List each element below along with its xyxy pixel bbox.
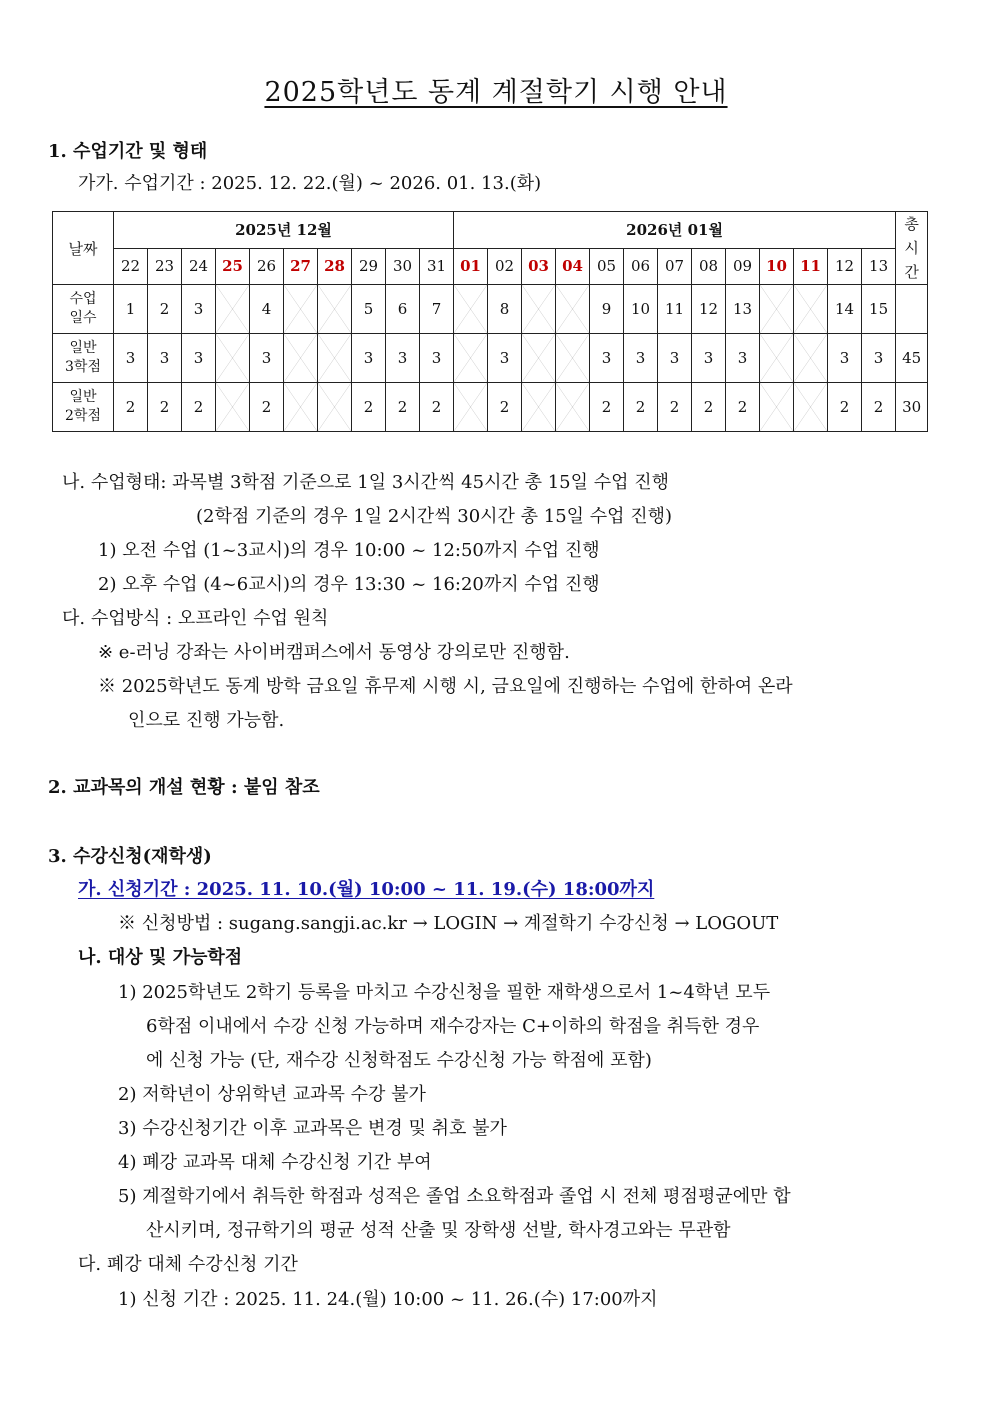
value-cell: 3 bbox=[828, 334, 862, 383]
value-cell: 3 bbox=[726, 334, 760, 383]
month-jan-2026: 2026년 01월 bbox=[454, 212, 896, 249]
value-cell: 3 bbox=[386, 334, 420, 383]
no-class-cell bbox=[794, 285, 828, 334]
day-cell: 27 bbox=[284, 248, 318, 285]
value-cell: 7 bbox=[420, 285, 454, 334]
value-cell: 2 bbox=[386, 383, 420, 432]
table-row bbox=[53, 383, 928, 432]
target-item1-line3: 에 신청 가능 (단, 재수강 신청학점도 수강신청 가능 학점에 포함) bbox=[146, 1050, 652, 1071]
document-title: 2025학년도 동계 계절학기 시행 안내 bbox=[264, 77, 728, 108]
target-item2: 2) 저학년이 상위학년 교과목 수강 불가 bbox=[118, 1084, 426, 1105]
day-cell: 10 bbox=[760, 248, 794, 285]
no-class-cell bbox=[454, 334, 488, 383]
target-item3: 3) 수강신청기간 이후 교과목은 변경 및 취호 불가 bbox=[118, 1118, 507, 1139]
no-class-cell bbox=[794, 334, 828, 383]
elearning-note: ※ e-러닝 강좌는 사이버캠퍼스에서 동영상 강의로만 진행함. bbox=[98, 642, 570, 663]
day-cell: 03 bbox=[522, 248, 556, 285]
no-class-cell bbox=[216, 334, 250, 383]
day-cell: 26 bbox=[250, 248, 284, 285]
class-form: 나. 수업형태: 과목별 3학점 기준으로 1일 3시간씩 45시간 총 15일 수업 진행 bbox=[62, 472, 669, 493]
day-cell: 01 bbox=[454, 248, 488, 285]
total-hours-label: 총 시 간 bbox=[896, 212, 928, 285]
value-cell: 14 bbox=[828, 285, 862, 334]
value-cell: 2 bbox=[420, 383, 454, 432]
no-class-cell bbox=[284, 285, 318, 334]
no-class-cell bbox=[556, 285, 590, 334]
day-cell: 06 bbox=[624, 248, 658, 285]
value-cell: 2 bbox=[352, 383, 386, 432]
day-cell: 23 bbox=[148, 248, 182, 285]
no-class-cell bbox=[522, 285, 556, 334]
value-cell: 12 bbox=[692, 285, 726, 334]
value-cell: 8 bbox=[488, 285, 522, 334]
day-cell: 12 bbox=[828, 248, 862, 285]
replacement-period: 1) 신청 기간 : 2025. 11. 24.(월) 10:00 ~ 11. 26.(수) 17:00까지 bbox=[118, 1289, 658, 1310]
value-cell: 3 bbox=[488, 334, 522, 383]
day-cell: 30 bbox=[386, 248, 420, 285]
target-item1-line2: 6학점 이내에서 수강 신청 가능하며 재수강자는 C+이하의 학점을 취득한 경우 bbox=[146, 1016, 760, 1037]
day-cell: 24 bbox=[182, 248, 216, 285]
day-cell: 09 bbox=[726, 248, 760, 285]
value-cell: 2 bbox=[624, 383, 658, 432]
value-cell: 2 bbox=[182, 383, 216, 432]
no-class-cell bbox=[794, 383, 828, 432]
no-class-cell bbox=[556, 334, 590, 383]
schedule-table bbox=[52, 211, 928, 432]
class-period: 가가. 수업기간 : 2025. 12. 22.(월) ~ 2026. 01. 13.(화) bbox=[78, 173, 542, 194]
day-cell: 11 bbox=[794, 248, 828, 285]
no-class-cell bbox=[284, 334, 318, 383]
total-cell: 30 bbox=[896, 383, 928, 432]
friday-note-line2: 인으로 진행 가능함. bbox=[128, 710, 285, 731]
no-class-cell bbox=[318, 285, 352, 334]
no-class-cell bbox=[318, 334, 352, 383]
value-cell: 11 bbox=[658, 285, 692, 334]
no-class-cell bbox=[454, 383, 488, 432]
day-cell: 08 bbox=[692, 248, 726, 285]
table-days-row bbox=[53, 248, 928, 285]
section1-heading: 1. 수업기간 및 형태 bbox=[48, 141, 208, 162]
value-cell: 3 bbox=[182, 285, 216, 334]
total-cell: 45 bbox=[896, 334, 928, 383]
day-cell: 04 bbox=[556, 248, 590, 285]
date-label: 날짜 bbox=[68, 239, 98, 258]
no-class-cell bbox=[760, 383, 794, 432]
morning-class: 1) 오전 수업 (1~3교시)의 경우 10:00 ~ 12:50까지 수업 진행 bbox=[98, 540, 600, 561]
total-cell bbox=[896, 285, 928, 334]
value-cell: 2 bbox=[862, 383, 896, 432]
value-cell: 3 bbox=[590, 334, 624, 383]
value-cell: 1 bbox=[114, 285, 148, 334]
table-header-row bbox=[53, 212, 928, 249]
no-class-cell bbox=[284, 383, 318, 432]
target-item5-line1: 5) 계절학기에서 취득한 학점과 성적은 졸업 소요학점과 졸업 시 전체 평점평균에만 합 bbox=[118, 1186, 791, 1207]
value-cell: 3 bbox=[148, 334, 182, 383]
day-cell: 22 bbox=[114, 248, 148, 285]
value-cell: 5 bbox=[352, 285, 386, 334]
registration-period: 가. 신청기간 : 2025. 11. 10.(월) 10:00 ~ 11. 19.(수) 18:00까지 bbox=[78, 879, 655, 900]
no-class-cell bbox=[216, 383, 250, 432]
document-title-wrap bbox=[0, 70, 992, 109]
day-cell: 13 bbox=[862, 248, 896, 285]
value-cell: 4 bbox=[250, 285, 284, 334]
value-cell: 2 bbox=[692, 383, 726, 432]
month-dec-2025: 2025년 12월 bbox=[114, 212, 454, 249]
day-cell: 25 bbox=[216, 248, 250, 285]
date-label-cell bbox=[53, 212, 114, 285]
value-cell: 2 bbox=[114, 383, 148, 432]
value-cell: 3 bbox=[114, 334, 148, 383]
section2-heading: 2. 교과목의 개설 현황 : 붙임 참조 bbox=[48, 777, 320, 798]
row-label: 일반 2학점 bbox=[53, 383, 114, 432]
no-class-cell bbox=[522, 383, 556, 432]
class-form-note: (2학점 기준의 경우 1일 2시간씩 30시간 총 15일 수업 진행) bbox=[196, 506, 673, 527]
table-row bbox=[53, 285, 928, 334]
value-cell: 2 bbox=[658, 383, 692, 432]
friday-note-line1: ※ 2025학년도 동계 방학 금요일 휴무제 시행 시, 금요일에 진행하는 수업에 한하여 온라 bbox=[98, 676, 793, 697]
no-class-cell bbox=[556, 383, 590, 432]
value-cell: 9 bbox=[590, 285, 624, 334]
replacement-heading: 다. 폐강 대체 수강신청 기간 bbox=[78, 1254, 298, 1275]
value-cell: 3 bbox=[420, 334, 454, 383]
day-cell: 28 bbox=[318, 248, 352, 285]
afternoon-class: 2) 오후 수업 (4~6교시)의 경우 13:30 ~ 16:20까지 수업 진행 bbox=[98, 574, 600, 595]
value-cell: 2 bbox=[488, 383, 522, 432]
value-cell: 3 bbox=[862, 334, 896, 383]
value-cell: 6 bbox=[386, 285, 420, 334]
no-class-cell bbox=[760, 334, 794, 383]
day-cell: 02 bbox=[488, 248, 522, 285]
day-cell: 07 bbox=[658, 248, 692, 285]
value-cell: 3 bbox=[182, 334, 216, 383]
row-label: 일반 3학점 bbox=[53, 334, 114, 383]
no-class-cell bbox=[216, 285, 250, 334]
target-heading: 나. 대상 및 가능학점 bbox=[78, 947, 243, 968]
value-cell: 2 bbox=[828, 383, 862, 432]
target-item5-line2: 산시키며, 정규학기의 평균 성적 산출 및 장학생 선발, 학사경고와는 무관함 bbox=[146, 1220, 731, 1241]
target-item4: 4) 폐강 교과목 대체 수강신청 기간 부여 bbox=[118, 1152, 432, 1173]
no-class-cell bbox=[318, 383, 352, 432]
no-class-cell bbox=[522, 334, 556, 383]
value-cell: 2 bbox=[250, 383, 284, 432]
day-cell: 31 bbox=[420, 248, 454, 285]
value-cell: 2 bbox=[148, 285, 182, 334]
value-cell: 3 bbox=[352, 334, 386, 383]
value-cell: 3 bbox=[692, 334, 726, 383]
registration-method: ※ 신청방법 : sugang.sangji.ac.kr → LOGIN → 계절학기 수강신청 → LOGOUT bbox=[118, 913, 779, 934]
value-cell: 3 bbox=[624, 334, 658, 383]
value-cell: 2 bbox=[726, 383, 760, 432]
no-class-cell bbox=[760, 285, 794, 334]
day-cell: 05 bbox=[590, 248, 624, 285]
value-cell: 13 bbox=[726, 285, 760, 334]
table-row bbox=[53, 334, 928, 383]
target-item1-line1: 1) 2025학년도 2학기 등록을 마치고 수강신청을 필한 재학생으로서 1~4학년 모두 bbox=[118, 982, 771, 1003]
value-cell: 15 bbox=[862, 285, 896, 334]
value-cell: 2 bbox=[590, 383, 624, 432]
day-cell: 29 bbox=[352, 248, 386, 285]
value-cell: 3 bbox=[658, 334, 692, 383]
no-class-cell bbox=[454, 285, 488, 334]
section3-heading: 3. 수강신청(재학생) bbox=[48, 846, 212, 867]
value-cell: 2 bbox=[148, 383, 182, 432]
value-cell: 10 bbox=[624, 285, 658, 334]
row-label: 수업 일수 bbox=[53, 285, 114, 334]
value-cell: 3 bbox=[250, 334, 284, 383]
class-method: 다. 수업방식 : 오프라인 수업 원칙 bbox=[62, 608, 329, 629]
